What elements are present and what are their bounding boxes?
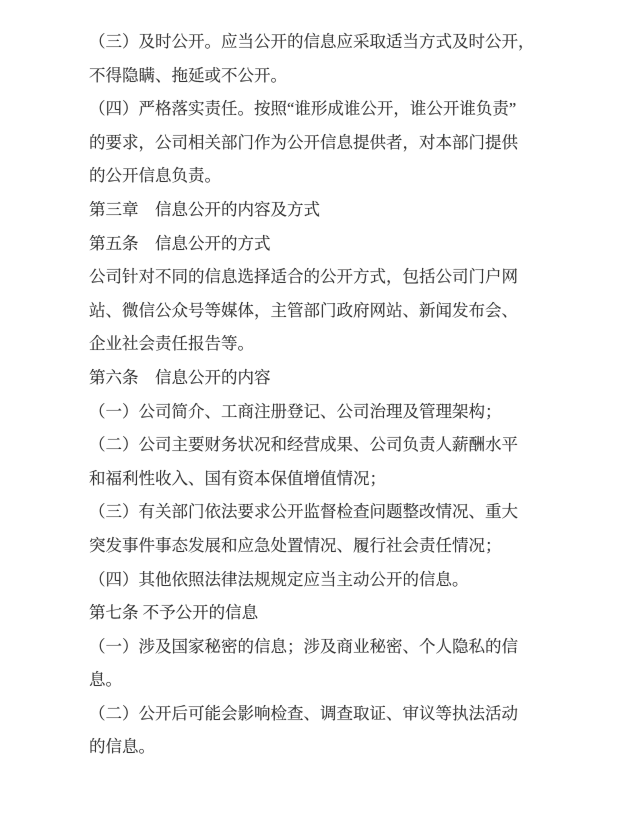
text-line: （一）涉及国家秘密的信息；涉及商业秘密、个人隐私的信 bbox=[89, 636, 518, 656]
text-line: 的信息。 bbox=[89, 737, 155, 757]
text-line: 的公开信息负责。 bbox=[89, 166, 221, 186]
text-line: 企业社会责任报告等。 bbox=[89, 334, 254, 354]
text-line: （三）有关部门依法要求公开监督检查问题整改情况、重大 bbox=[89, 502, 518, 522]
text-line: 和福利性收入、国有资本保值增值情况； bbox=[89, 468, 386, 488]
heading-line: 第三章 信息公开的内容及方式 bbox=[89, 199, 320, 219]
document-text-column bbox=[89, 25, 541, 764]
text-line: 公司针对不同的信息选择适合的公开方式，包括公司门户网 bbox=[89, 267, 518, 287]
text-line: （二）公司主要财务状况和经营成果、公司负责人薪酬水平 bbox=[89, 435, 518, 455]
text-line: （三）及时公开。应当公开的信息应采取适当方式及时公开， bbox=[89, 32, 535, 51]
text-line: 的要求，公司相关部门作为公开信息提供者，对本部门提供 bbox=[89, 132, 518, 152]
heading-line: 第五条 信息公开的方式 bbox=[89, 233, 271, 253]
text-line: （一）公司简介、工商注册登记、公司治理及管理架构； bbox=[89, 401, 502, 421]
heading-line: 第七条 不予公开的信息 bbox=[89, 603, 259, 623]
text-line: （四）其他依照法律法规规定应当主动公开的信息。 bbox=[89, 569, 469, 589]
text-line: （二）公开后可能会影响检查、调查取证、审议等执法活动 bbox=[89, 703, 518, 723]
heading-line: 第六条 信息公开的内容 bbox=[89, 367, 271, 387]
text-line: 站、微信公众号等媒体，主管部门政府网站、新闻发布会、 bbox=[89, 300, 518, 320]
text-line: 不得隐瞒、拖延或不公开。 bbox=[89, 65, 287, 85]
text-line: （四）严格落实责任。按照“谁形成谁公开，谁公开谁负责” bbox=[89, 99, 517, 119]
text-line: 息。 bbox=[89, 670, 122, 690]
text-line: 突发事件事态发展和应急处置情况、履行社会责任情况； bbox=[89, 535, 502, 555]
